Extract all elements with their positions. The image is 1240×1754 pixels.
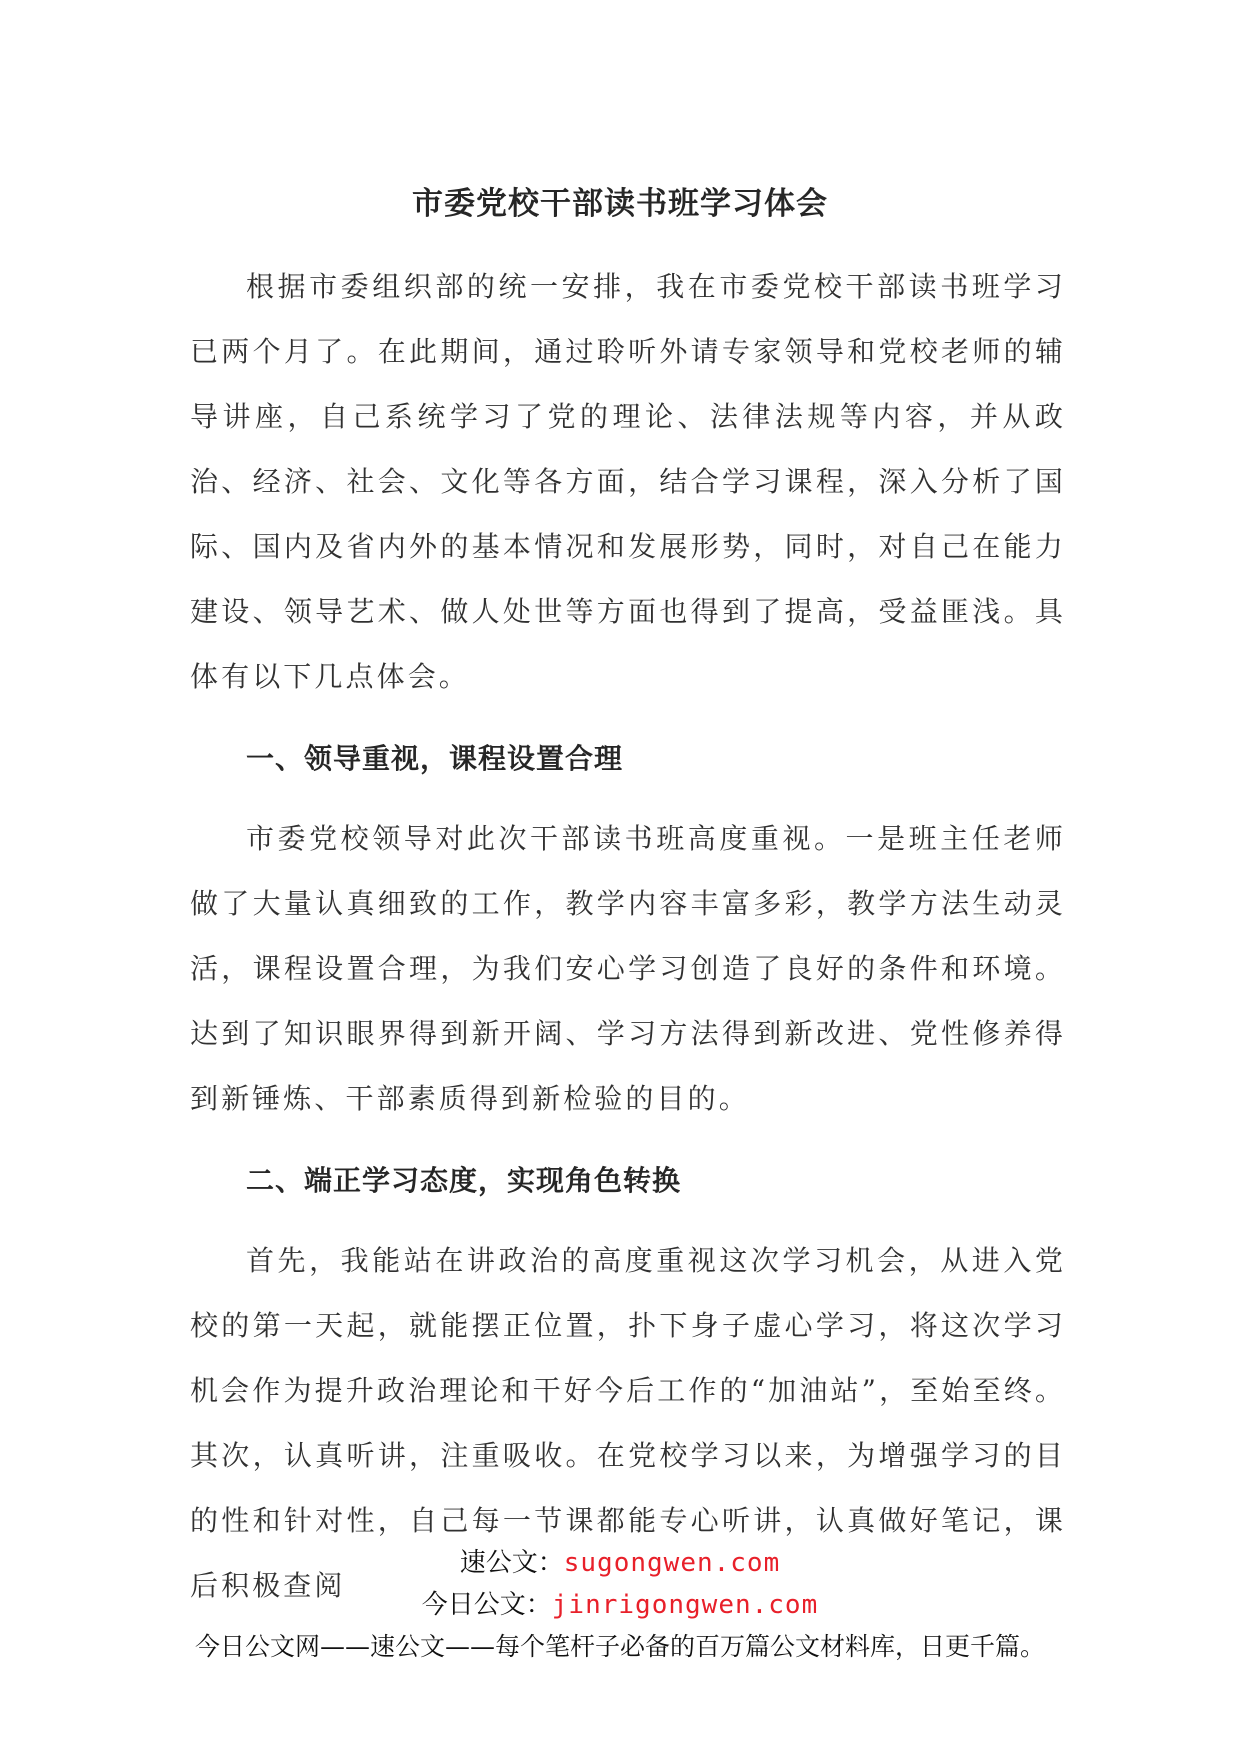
footer-tagline: 今日公文网——速公文——每个笔杆子必备的百万篇公文材料库，日更千篇。 — [194, 1632, 1045, 1661]
section-heading-2: 二、端正学习态度，实现角色转换 — [246, 1164, 682, 1197]
section-body-2: 首先，我能站在讲政治的高度重视这次学习机会，从进入党校的第一天起，就能摆正位置，扑下身子虚心学习，将这次学习机会作为提升政治理论和干好今后工作的“加油站”，至始至终。其次，认真听讲，注重吸收。在党校学习以来，为增强学习的目的性和针对性，自己每一节课都能专心听讲，认真做好笔记，课后积极查阅 — [190, 1244, 1066, 1602]
section-heading-1: 一、领导重视，课程设置合理 — [246, 742, 624, 775]
section-body-1: 市委党校领导对此次干部读书班高度重视。一是班主任老师做了大量认真细致的工作，教学内容丰富多彩，教学方法生动灵活，课程设置合理，为我们安心学习创造了良好的条件和环境。达到了知识眼界得到新开阔、学习方法得到新改进、党性修养得到新锤炼、干部素质得到新检验的目的。 — [190, 822, 1066, 1115]
footer-sugongwen — [0, 1542, 1240, 1579]
footer-label-sugongwen: 速公文： — [459, 1548, 564, 1578]
footer-link-sugongwen[interactable]: sugongwen.com — [563, 1548, 781, 1578]
footer-jinrigongwen — [0, 1584, 1240, 1621]
document-title: 市委党校干部读书班学习体会 — [412, 186, 828, 222]
footer-label-jinrigongwen: 今日公文： — [421, 1590, 552, 1620]
document-body — [190, 254, 1066, 1618]
footer-link-jinrigongwen[interactable]: jinrigongwen.com — [551, 1590, 819, 1620]
intro-paragraph: 根据市委组织部的统一安排，我在市委党校干部读书班学习已两个月了。在此期间，通过聆听外请专家领导和党校老师的辅导讲座，自己系统学习了党的理论、法律法规等内容，并从政治、经济、社会、文化等各方面，结合学习课程，深入分析了国际、国内及省内外的基本情况和发展形势，同时，对自己在能力建设、领导艺术、做人处世等方面也得到了提高，受益匪浅。具体有以下几点体会。 — [190, 270, 1066, 693]
